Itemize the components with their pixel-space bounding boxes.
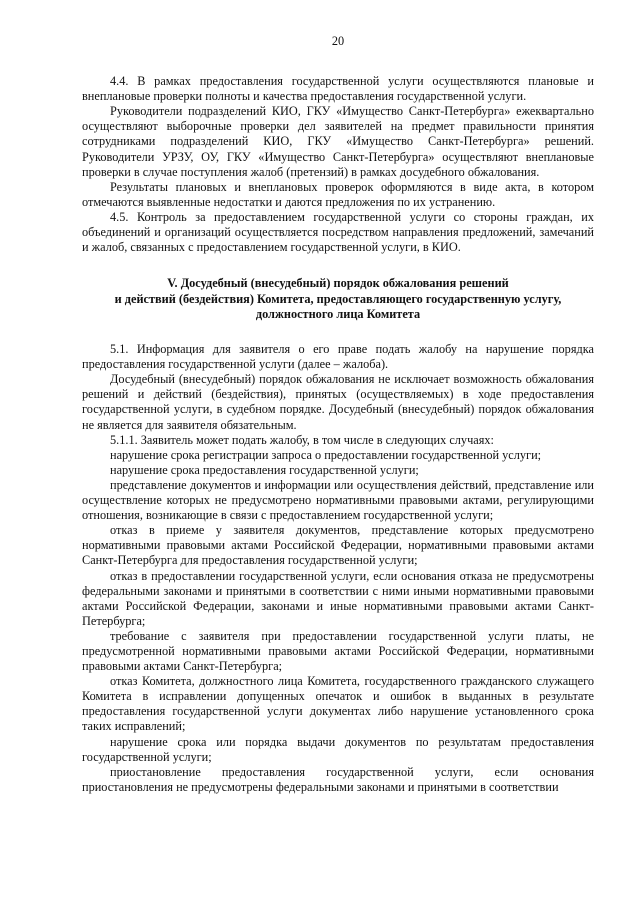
list-item-registration-term: нарушение срока регистрации запроса о предоставлении государственной услуги; — [110, 447, 542, 462]
list-item-service-term: нарушение срока предоставления государственной услуги; — [110, 462, 419, 477]
list-item-correction-refusal: отказ Комитета, должностного лица Комитета, государственного гражданского служащего Комитета в исправлении допущенных опечаток и ошибок в выданных в результате предоставления государственной услуги документах либо нарушение установленного срока таких исправлений; — [82, 674, 594, 734]
paragraph-pretrial-order: Досудебный (внесудебный) порядок обжалования не исключает возможность обжалования решений и действий (бездействия), принятых (осуществляемых) в ходе предоставления государственной услуги, в судебном порядке. Досудебный (внесудебный) порядок обжалования не является для заявителя обязательным. — [82, 372, 594, 432]
paragraph-managers-checks: Руководители подразделений КИО, ГКУ «Имущество Санкт-Петербурга» ежеквартально осуществляют выборочные проверки дел заявителей на предмет правильности принятия сотрудниками подразделений КИО, ГКУ «Имущество Санкт-Петербурга» решений. Руководители УРЗУ, ОУ, ГКУ «Имущество Санкт-Петербурга» осуществляют внеплановые проверки в случае поступления жалоб (претензий) в рамках досудебного обжалования. — [82, 104, 594, 179]
paragraph-5-1-1: 5.1.1. Заявитель может подать жалобу, в том числе в следующих случаях: — [110, 432, 494, 447]
paragraph-results: Результаты плановых и внеплановых проверок оформляются в виде акта, в котором отмечаются выявленные недостатки и даются предложения по их устранению. — [82, 179, 594, 209]
list-item-refusal-accept: отказ в приеме у заявителя документов, представление которых предусмотрено нормативными правовыми актами Российской Федерации, нормативными правовыми актами Санкт-Петербурга для предоставления государственной услуги; — [82, 523, 594, 568]
paragraph-5-1: 5.1. Информация для заявителя о его праве подать жалобу на нарушение порядка предоставления государственной услуги (далее – жалоба). — [82, 342, 594, 372]
list-item-issue-term: нарушение срока или порядка выдачи документов по результатам предоставления государственной услуги; — [82, 734, 594, 764]
list-item-suspension: приостановление предоставления государственной услуги, если основания приостановления не предусмотрены федеральными законами и принятыми в соответствии — [82, 764, 594, 794]
paragraph-4-4: 4.4. В рамках предоставления государственной услуги осуществляются плановые и внеплановые проверки полноты и качества предоставления государственной услуги. — [82, 74, 594, 104]
section-heading-line-2: и действий (бездействия) Комитета, предоставляющего государственную услугу, — [114, 291, 562, 306]
page-number: 20 — [331, 34, 345, 48]
list-item-payment-demand: требование с заявителя при предоставлении государственной услуги платы, не предусмотренной нормативными правовыми актами Российской Федерации, нормативными правовыми актами Санкт-Петербурга; — [82, 628, 594, 674]
section-gap — [82, 255, 594, 276]
list-item-refusal-service: отказ в предоставлении государственной услуги, если основания отказа не предусмотрены федеральными законами и принятыми в соответствии с ними иными нормативными правовыми актами Российской Федерации, законами и иные нормативными правовыми актами Санкт-Петербурга; — [82, 568, 594, 628]
list-item-extra-documents: представление документов и информации или осуществления действий, представление или осуществление которых не предусмотрено нормативными правовыми актами, регулирующими отношения, возникающие в связи с предоставлением государственной услуги; — [82, 477, 594, 523]
heading-gap — [82, 322, 594, 342]
section-heading-line-1: V. Досудебный (внесудебный) порядок обжалования решений — [167, 276, 509, 291]
paragraph-4-5: 4.5. Контроль за предоставлением государственной услуги со стороны граждан, их объединений и организаций осуществляется посредством направления предложений, замечаний и жалоб, связанных с предоставлением государственной услуги, в КИО. — [82, 209, 594, 255]
section-heading-line-3: должностного лица Комитета — [255, 306, 421, 321]
